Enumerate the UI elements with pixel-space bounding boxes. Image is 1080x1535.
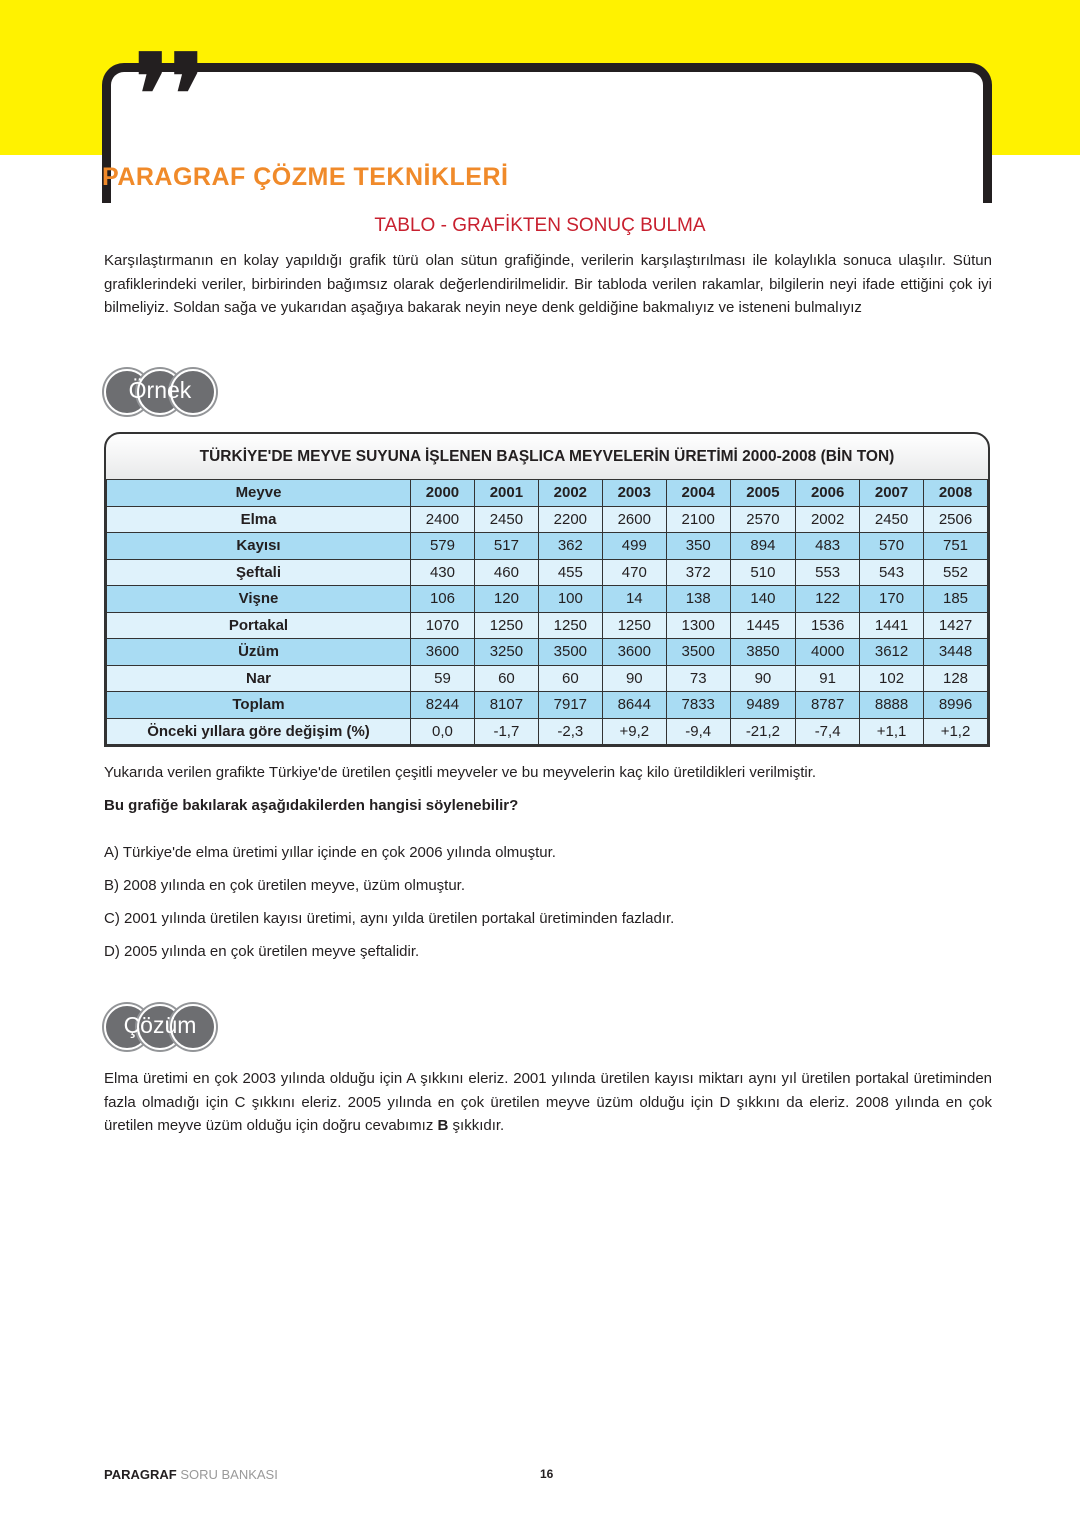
row-label: Vişne [107,586,411,613]
cell: 73 [666,665,730,692]
cell: 3500 [538,639,602,666]
cell: 8888 [860,692,924,719]
cell: 3600 [411,639,475,666]
solution-text-end: şıkkıdır. [448,1117,505,1134]
cell: 2007 [860,480,924,507]
table-row [107,612,988,639]
option-c: C) 2001 yılında üretilen kayısı üretimi, aynı yılda üretilen portakal üretiminden fazladır. [104,910,675,927]
table-row [107,665,988,692]
table-row [107,718,988,745]
cell: 185 [924,586,988,613]
table-row [107,559,988,586]
cell: 517 [474,533,538,560]
cell: 430 [411,559,475,586]
cell: 138 [666,586,730,613]
page-title: PARAGRAF ÇÖZME TEKNİKLERİ [102,163,509,191]
row-label: Nar [107,665,411,692]
cell: 8644 [602,692,666,719]
cell: 2002 [538,480,602,507]
cell: 106 [411,586,475,613]
cell: 3850 [730,639,795,666]
solution-badge [104,1004,216,1050]
cell: 499 [602,533,666,560]
footer-title [104,1467,278,1482]
cell: 2000 [411,480,475,507]
quote-icon: ❜❜ [134,30,205,159]
cell: 1250 [538,612,602,639]
row-label: Kayısı [107,533,411,560]
cell: 8787 [796,692,860,719]
option-d: D) 2005 yılında en çok üretilen meyve şeftalidir. [104,943,420,960]
cell: 91 [796,665,860,692]
cell: 2002 [796,506,860,533]
cell: 128 [924,665,988,692]
cell: 120 [474,586,538,613]
cell: 553 [796,559,860,586]
cell: 9489 [730,692,795,719]
row-label: Şeftali [107,559,411,586]
cell: 579 [411,533,475,560]
table-title: TÜRKİYE'DE MEYVE SUYUNA İŞLENEN BAŞLICA MEYVELERİN ÜRETİMİ 2000-2008 (BİN TON) [199,448,895,465]
cell: 543 [860,559,924,586]
question-intro: Yukarıda verilen grafikte Türkiye'de üretilen çeşitli meyveler ve bu meyvelerin kaç kilo üretildikleri verilmiştir. [104,764,817,781]
solution-answer: B [437,1117,449,1134]
cell: 8244 [411,692,475,719]
cell: 100 [538,586,602,613]
cell: 2200 [538,506,602,533]
cell: 2450 [860,506,924,533]
option-a: A) Türkiye'de elma üretimi yıllar içinde en çok 2006 yılında olmuştur. [104,844,556,861]
row-label: Önceki yıllara göre değişim (%) [107,718,411,745]
cell: 1445 [730,612,795,639]
cell: 2450 [474,506,538,533]
cell: 7833 [666,692,730,719]
cell: 102 [860,665,924,692]
table-row [107,586,988,613]
cell: 2570 [730,506,795,533]
solution-paragraph [104,1067,992,1138]
cell: 1427 [924,612,988,639]
table-row [107,692,988,719]
intro-paragraph: Karşılaştırmanın en kolay yapıldığı grafik türü olan sütun grafiğinde, verilerin karşılaştırılması ile kolaylıkla sonuca ulaşılır. Sütun grafiklerindeki veriler, birbirinden bağımsız olarak değerlendirilmelidir. Bir tabloda verilen rakamlar, bilgilerin neyi ifade ettiğini çok iyi bilmeliyiz. Soldan sağa ve yukarıdan aşağıya bakarak neyin neye denk geldiğine bakmalıyız ve isteneni bulmalıyız [104,252,992,316]
cell: 2506 [924,506,988,533]
solution-text: Elma üretimi en çok 2003 yılında olduğu için A şıkkını eleriz. 2001 yılında üretilen kayısı miktarı aynı yıl üretilen portakal üretiminden fazla olmadığı için C şıkkını eleriz. 2005 yılında en çok üretilen meyve üzüm olduğu için D şıkkını da eleriz. 2008 yılında en çok üretilen meyve üzüm olduğu için doğru cevabımız [104,1070,992,1134]
cell: 2600 [602,506,666,533]
cell: 1250 [602,612,666,639]
row-label: Toplam [107,692,411,719]
cell: 483 [796,533,860,560]
cell: 2006 [796,480,860,507]
cell: 3448 [924,639,988,666]
table-row [107,639,988,666]
cell: 14 [602,586,666,613]
cell: 1300 [666,612,730,639]
row-label: Meyve [107,480,411,507]
cell: 570 [860,533,924,560]
cell: 2400 [411,506,475,533]
cell: 60 [474,665,538,692]
row-label: Portakal [107,612,411,639]
cell: 1070 [411,612,475,639]
example-badge-label: Örnek [128,377,192,403]
cell: 372 [666,559,730,586]
cell: 170 [860,586,924,613]
table-row [107,506,988,533]
cell: 552 [924,559,988,586]
cell: 60 [538,665,602,692]
cell: 7917 [538,692,602,719]
cell: +9,2 [602,718,666,745]
cell: -2,3 [538,718,602,745]
cell: 1441 [860,612,924,639]
cell: 4000 [796,639,860,666]
cell: 470 [602,559,666,586]
table-header-row [107,480,988,507]
question: Bu grafiğe bakılarak aşağıdakilerden hangisi söylenebilir? [104,797,519,814]
cell: +1,2 [924,718,988,745]
cell: 0,0 [411,718,475,745]
cell: 1250 [474,612,538,639]
cell: 350 [666,533,730,560]
cell: 362 [538,533,602,560]
cell: -7,4 [796,718,860,745]
row-label: Elma [107,506,411,533]
cell: +1,1 [860,718,924,745]
cell: 3250 [474,639,538,666]
cell: 3612 [860,639,924,666]
footer-bold: PARAGRAF [104,1467,177,1482]
cell: 2004 [666,480,730,507]
cell: 2005 [730,480,795,507]
cell: -9,4 [666,718,730,745]
cell: 1536 [796,612,860,639]
row-label: Üzüm [107,639,411,666]
cell: 59 [411,665,475,692]
cell: 894 [730,533,795,560]
cell: 460 [474,559,538,586]
solution-badge-label: Çözüm [123,1012,197,1038]
cell: -1,7 [474,718,538,745]
cell: 2003 [602,480,666,507]
cell: 122 [796,586,860,613]
cell: 510 [730,559,795,586]
cell: 90 [602,665,666,692]
example-badge [104,369,216,415]
cell: 140 [730,586,795,613]
page-number: 16 [540,1467,554,1481]
cell: 3600 [602,639,666,666]
cell: 2100 [666,506,730,533]
cell: 751 [924,533,988,560]
cell: 90 [730,665,795,692]
cell: 2008 [924,480,988,507]
footer-light: SORU BANKASI [176,1467,278,1482]
cell: 3500 [666,639,730,666]
cell: -21,2 [730,718,795,745]
cell: 8107 [474,692,538,719]
cell: 455 [538,559,602,586]
option-b: B) 2008 yılında en çok üretilen meyve, üzüm olmuştur. [104,877,466,894]
data-table [104,432,990,747]
section-title: TABLO - GRAFİKTEN SONUÇ BULMA [374,215,706,236]
cell: 2001 [474,480,538,507]
table-row [107,533,988,560]
cell: 8996 [924,692,988,719]
